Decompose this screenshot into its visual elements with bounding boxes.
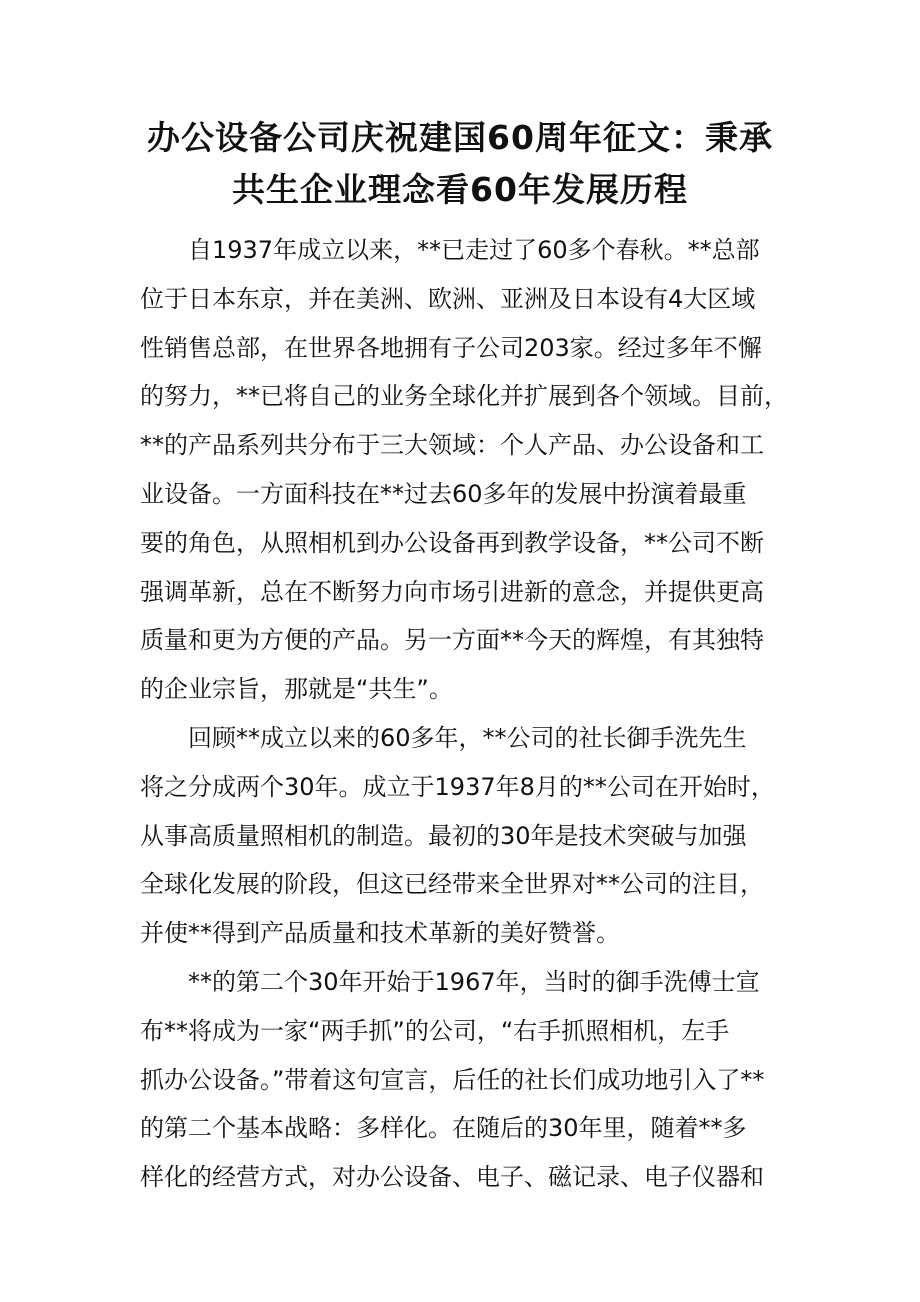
paragraph-line: **的产品系列共分布于三大领域：个人产品、办公设备和工: [140, 431, 764, 460]
paragraph-line: 性销售总部，在世界各地拥有子公司203家。经过多年不懈: [140, 333, 762, 362]
title-line-2: 共生企业理念看60年发展历程: [232, 170, 688, 209]
paragraph-2: [140, 714, 786, 958]
paragraph-1: [140, 226, 786, 714]
paragraph-line: 并使**得到产品质量和技术革新的美好赞誉。: [140, 919, 620, 948]
paragraph-3: [140, 958, 786, 1202]
paragraph-line: 抓办公设备。”带着这句宣言，后任的社长们成功地引入了**: [140, 1065, 765, 1094]
paragraph-line: 的企业宗旨，那就是“共生”。: [140, 675, 453, 704]
paragraph-line: 将之分成两个30年。成立于1937年8月的**公司在开始时，: [140, 772, 775, 801]
document-title: [130, 112, 790, 216]
document-body: [140, 226, 786, 1202]
paragraph-line: 回顾**成立以来的60多年，**公司的社长御手洗先生: [188, 723, 747, 752]
paragraph-line: 从事高质量照相机的制造。最初的30年是技术突破与加强: [140, 821, 747, 850]
paragraph-line: 质量和更为方便的产品。另一方面**今天的辉煌，有其独特: [140, 626, 764, 655]
paragraph-line: 的努力，**已将自己的业务全球化并扩展到各个领域。目前，: [140, 382, 788, 411]
paragraph-line: 要的角色，从照相机到办公设备再到教学设备，**公司不断: [140, 528, 764, 557]
paragraph-line: 业设备。一方面科技在**过去60多年的发展中扮演着最重: [140, 479, 747, 508]
paragraph-line: 位于日本东京，并在美洲、欧洲、亚洲及日本设有4大区域: [140, 284, 756, 313]
paragraph-line: 自1937年成立以来，**已走过了60多个春秋。**总部: [188, 236, 760, 264]
paragraph-line: **的第二个30年开始于1967年，当时的御手洗傅士宣: [188, 967, 760, 996]
paragraph-line: 布**将成为一家“两手抓”的公司，“右手抓照相机，左手: [140, 1016, 730, 1045]
paragraph-line: 样化的经营方式，对办公设备、电子、磁记录、电子仪器和: [140, 1163, 764, 1192]
paragraph-line: 强调革新，总在不断努力向市场引进新的意念，并提供更高: [140, 577, 764, 606]
paragraph-line: 的第二个基本战略：多样化。在随后的30年里，随着**多: [140, 1114, 747, 1143]
paragraph-line: 全球化发展的阶段，但这已经带来全世界对**公司的注目，: [140, 870, 764, 899]
title-line-1: 办公设备公司庆祝建国60周年征文：秉承: [147, 118, 773, 157]
